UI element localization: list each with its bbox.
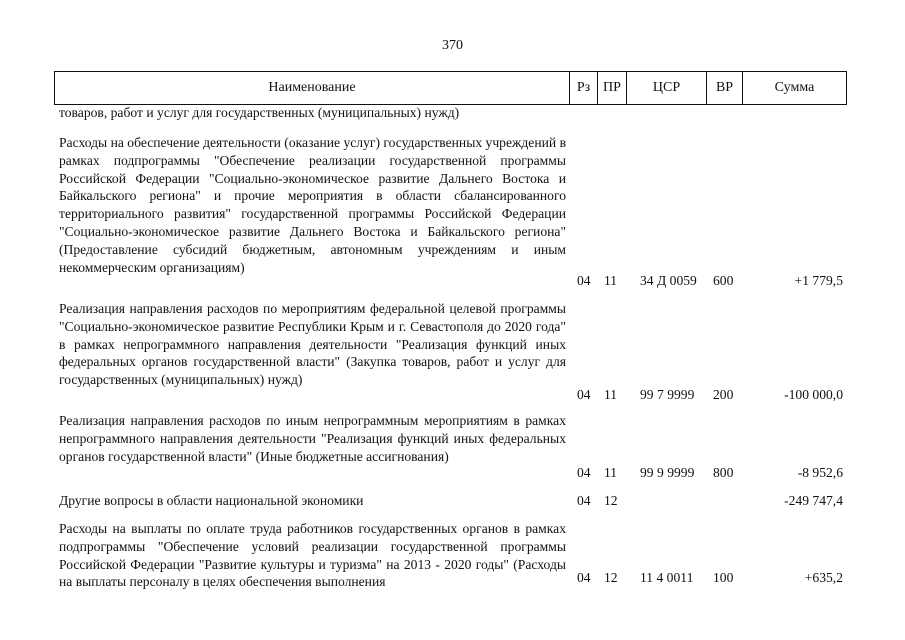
row-sum: -249 747,4 bbox=[784, 493, 843, 509]
table-row bbox=[0, 492, 905, 510]
row-rz: 04 bbox=[577, 570, 591, 586]
row-csr: 11 4 0011 bbox=[640, 570, 694, 586]
row-rz: 04 bbox=[577, 273, 591, 289]
row-name: Реализация направления расходов по мероприятиям федеральной целевой программы "Социально-экономическое развитие Республики Крым и г. Севастополя до 2020 года" в рамках непрограммного направления деятельности "Реализация функций иных федеральных органов государственной власти" (Закупка товаров, работ и услуг для государственных (муниципальных) нужд) bbox=[59, 301, 566, 388]
row-vr: 200 bbox=[713, 387, 734, 403]
row-csr: 34 Д 0059 bbox=[640, 273, 697, 289]
column-header-sum: Сумма bbox=[774, 80, 815, 95]
column-header-pr: ПР bbox=[598, 72, 627, 104]
row-pr: 12 bbox=[604, 570, 618, 586]
column-header-name: Наименование bbox=[55, 72, 570, 104]
row-rz: 04 bbox=[577, 493, 591, 509]
row-name: Расходы на обеспечение деятельности (оказание услуг) государственных учреждений в рамках подпрограммы "Обеспечение реализации государственной программы Российской Федерации "Социально-экономическое развитие Дальнего Востока и Байкальского региона" и прочие мероприятия в области сбалансированного территориального развития" государственной программы Российской Федерации "Социально-экономическое развитие Дальнего Востока и Байкальского региона" (Предоставление субсидий бюджетным, автономным учреждениям и иным некоммерческим организациям) bbox=[59, 135, 566, 275]
row-name: Реализация направления расходов по иным непрограммным мероприятиям в рамках непрограммного направления деятельности "Реализация функций иных федеральных органов государственной власти" (Иные бюджетные ассигнования) bbox=[59, 413, 566, 464]
row-pr: 11 bbox=[604, 387, 618, 403]
column-header-vr: ВР bbox=[707, 72, 743, 104]
row-sum: -8 952,6 bbox=[797, 465, 843, 481]
table-row bbox=[0, 134, 905, 290]
row-pr: 11 bbox=[604, 273, 618, 289]
row-vr: 800 bbox=[713, 465, 734, 481]
table-row bbox=[0, 412, 905, 482]
page-number: 370 bbox=[442, 38, 463, 53]
row-sum: -100 000,0 bbox=[784, 387, 843, 403]
column-header-csr: ЦСР bbox=[627, 72, 707, 104]
row-name: Другие вопросы в области национальной экономики bbox=[59, 493, 364, 508]
row-name: Расходы на выплаты по оплате труда работников государственных органов в рамках подпрограммы "Обеспечение условий реализации государственной программы Российской Федерации "Развитие культуры и туризма" на 2013 - 2020 годы" (Расходы на выплаты персоналу в целях обеспечения выполнения bbox=[59, 521, 566, 590]
row-vr: 600 bbox=[713, 273, 734, 289]
row-csr: 99 7 9999 bbox=[640, 387, 695, 403]
row-vr: 100 bbox=[713, 570, 734, 586]
table-row bbox=[0, 520, 905, 590]
continuation-row bbox=[0, 104, 905, 122]
row-sum: +1 779,5 bbox=[794, 273, 843, 289]
row-sum: +635,2 bbox=[804, 570, 843, 586]
column-header-rz: Рз bbox=[570, 72, 598, 104]
row-pr: 12 bbox=[604, 493, 618, 509]
row-rz: 04 bbox=[577, 465, 591, 481]
table-row bbox=[0, 300, 905, 404]
row-csr: 99 9 9999 bbox=[640, 465, 695, 481]
row-rz: 04 bbox=[577, 387, 591, 403]
row-pr: 11 bbox=[604, 465, 618, 481]
table-header bbox=[54, 71, 847, 105]
continuation-text: товаров, работ и услуг для государственных (муниципальных) нужд) bbox=[59, 105, 460, 120]
